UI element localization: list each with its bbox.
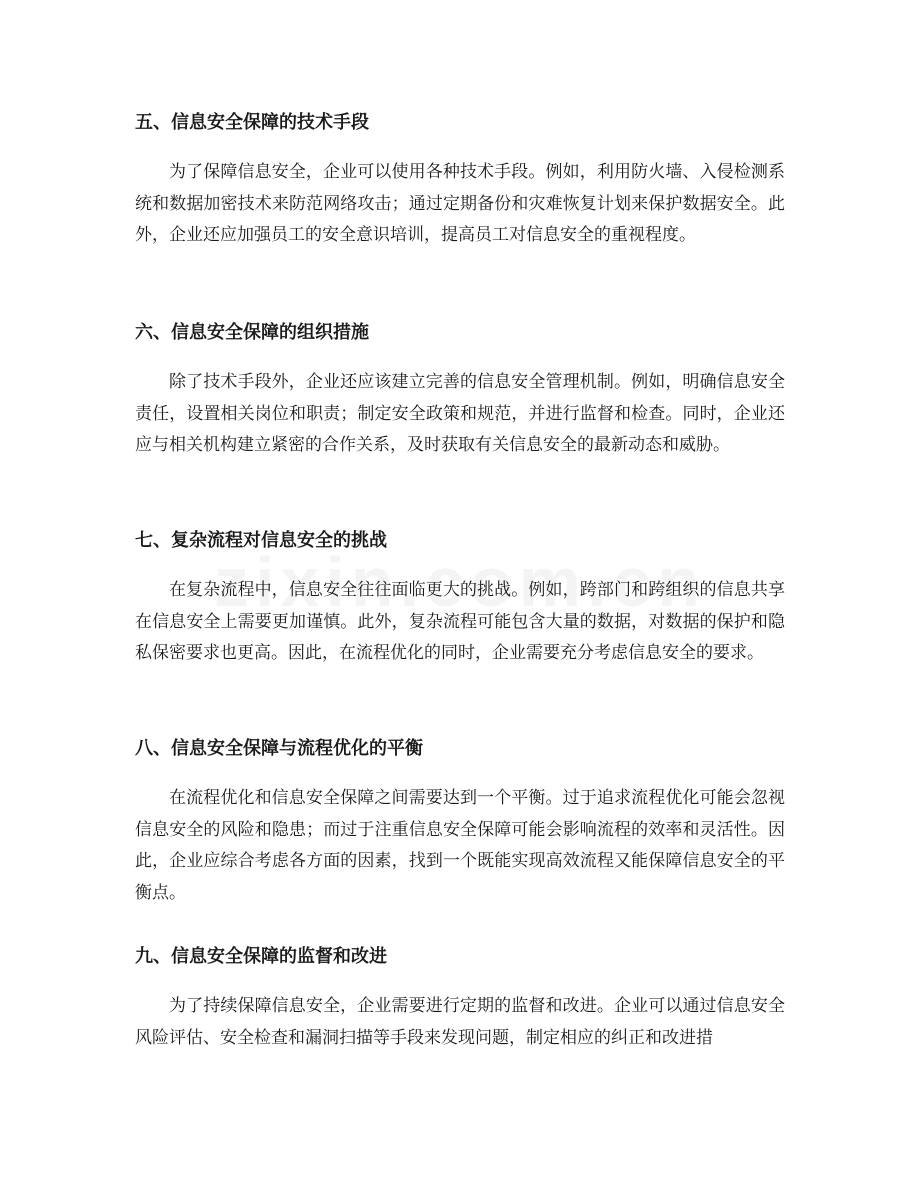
- section-6: [135, 321, 785, 462]
- section-heading: 五、信息安全保障的技术手段: [135, 112, 369, 133]
- section-paragraph: 在流程优化和信息安全保障之间需要达到一个平衡。过于追求流程优化可能会忽视信息安全的风险和隐患；而过于注重信息安全保障可能会影响流程的效率和灵活性。因此，企业应综合考虑各方面的因素，找到一个既能实现高效流程又能保障信息安全的平衡点。: [135, 788, 785, 903]
- section-5: [135, 111, 785, 252]
- section-heading: 九、信息安全保障的监督和改进: [135, 946, 387, 967]
- section-8: [135, 737, 785, 909]
- section-9: [135, 945, 785, 1054]
- section-heading: 八、信息安全保障与流程优化的平衡: [135, 738, 423, 759]
- section-paragraph: 除了技术手段外，企业还应该建立完善的信息安全管理机制。例如，明确信息安全责任，设置相关岗位和职责；制定安全政策和规范，并进行监督和检查。同时，企业还应与相关机构建立紧密的合作关系，及时获取有关信息安全的最新动态和威胁。: [135, 372, 785, 455]
- section-heading: 六、信息安全保障的组织措施: [135, 322, 369, 343]
- section-heading: 七、复杂流程对信息安全的挑战: [135, 530, 387, 551]
- section-paragraph: 为了保障信息安全，企业可以使用各种技术手段。例如，利用防火墙、入侵检测系统和数据加密技术来防范网络攻击；通过定期备份和灾难恢复计划来保护数据安全。此外，企业还应加强员工的安全意识培训，提高员工对信息安全的重视程度。: [135, 162, 785, 245]
- section-7: [135, 529, 785, 670]
- section-paragraph: 在复杂流程中，信息安全往往面临更大的挑战。例如，跨部门和跨组织的信息共享在信息安全上需要更加谨慎。此外，复杂流程可能包含大量的数据，对数据的保护和隐私保密要求也更高。因此，在流程优化的同时，企业需要充分考虑信息安全的要求。: [135, 580, 785, 663]
- section-paragraph: 为了持续保障信息安全，企业需要进行定期的监督和改进。企业可以通过信息安全风险评估、安全检查和漏洞扫描等手段来发现问题，制定相应的纠正和改进措: [135, 996, 785, 1048]
